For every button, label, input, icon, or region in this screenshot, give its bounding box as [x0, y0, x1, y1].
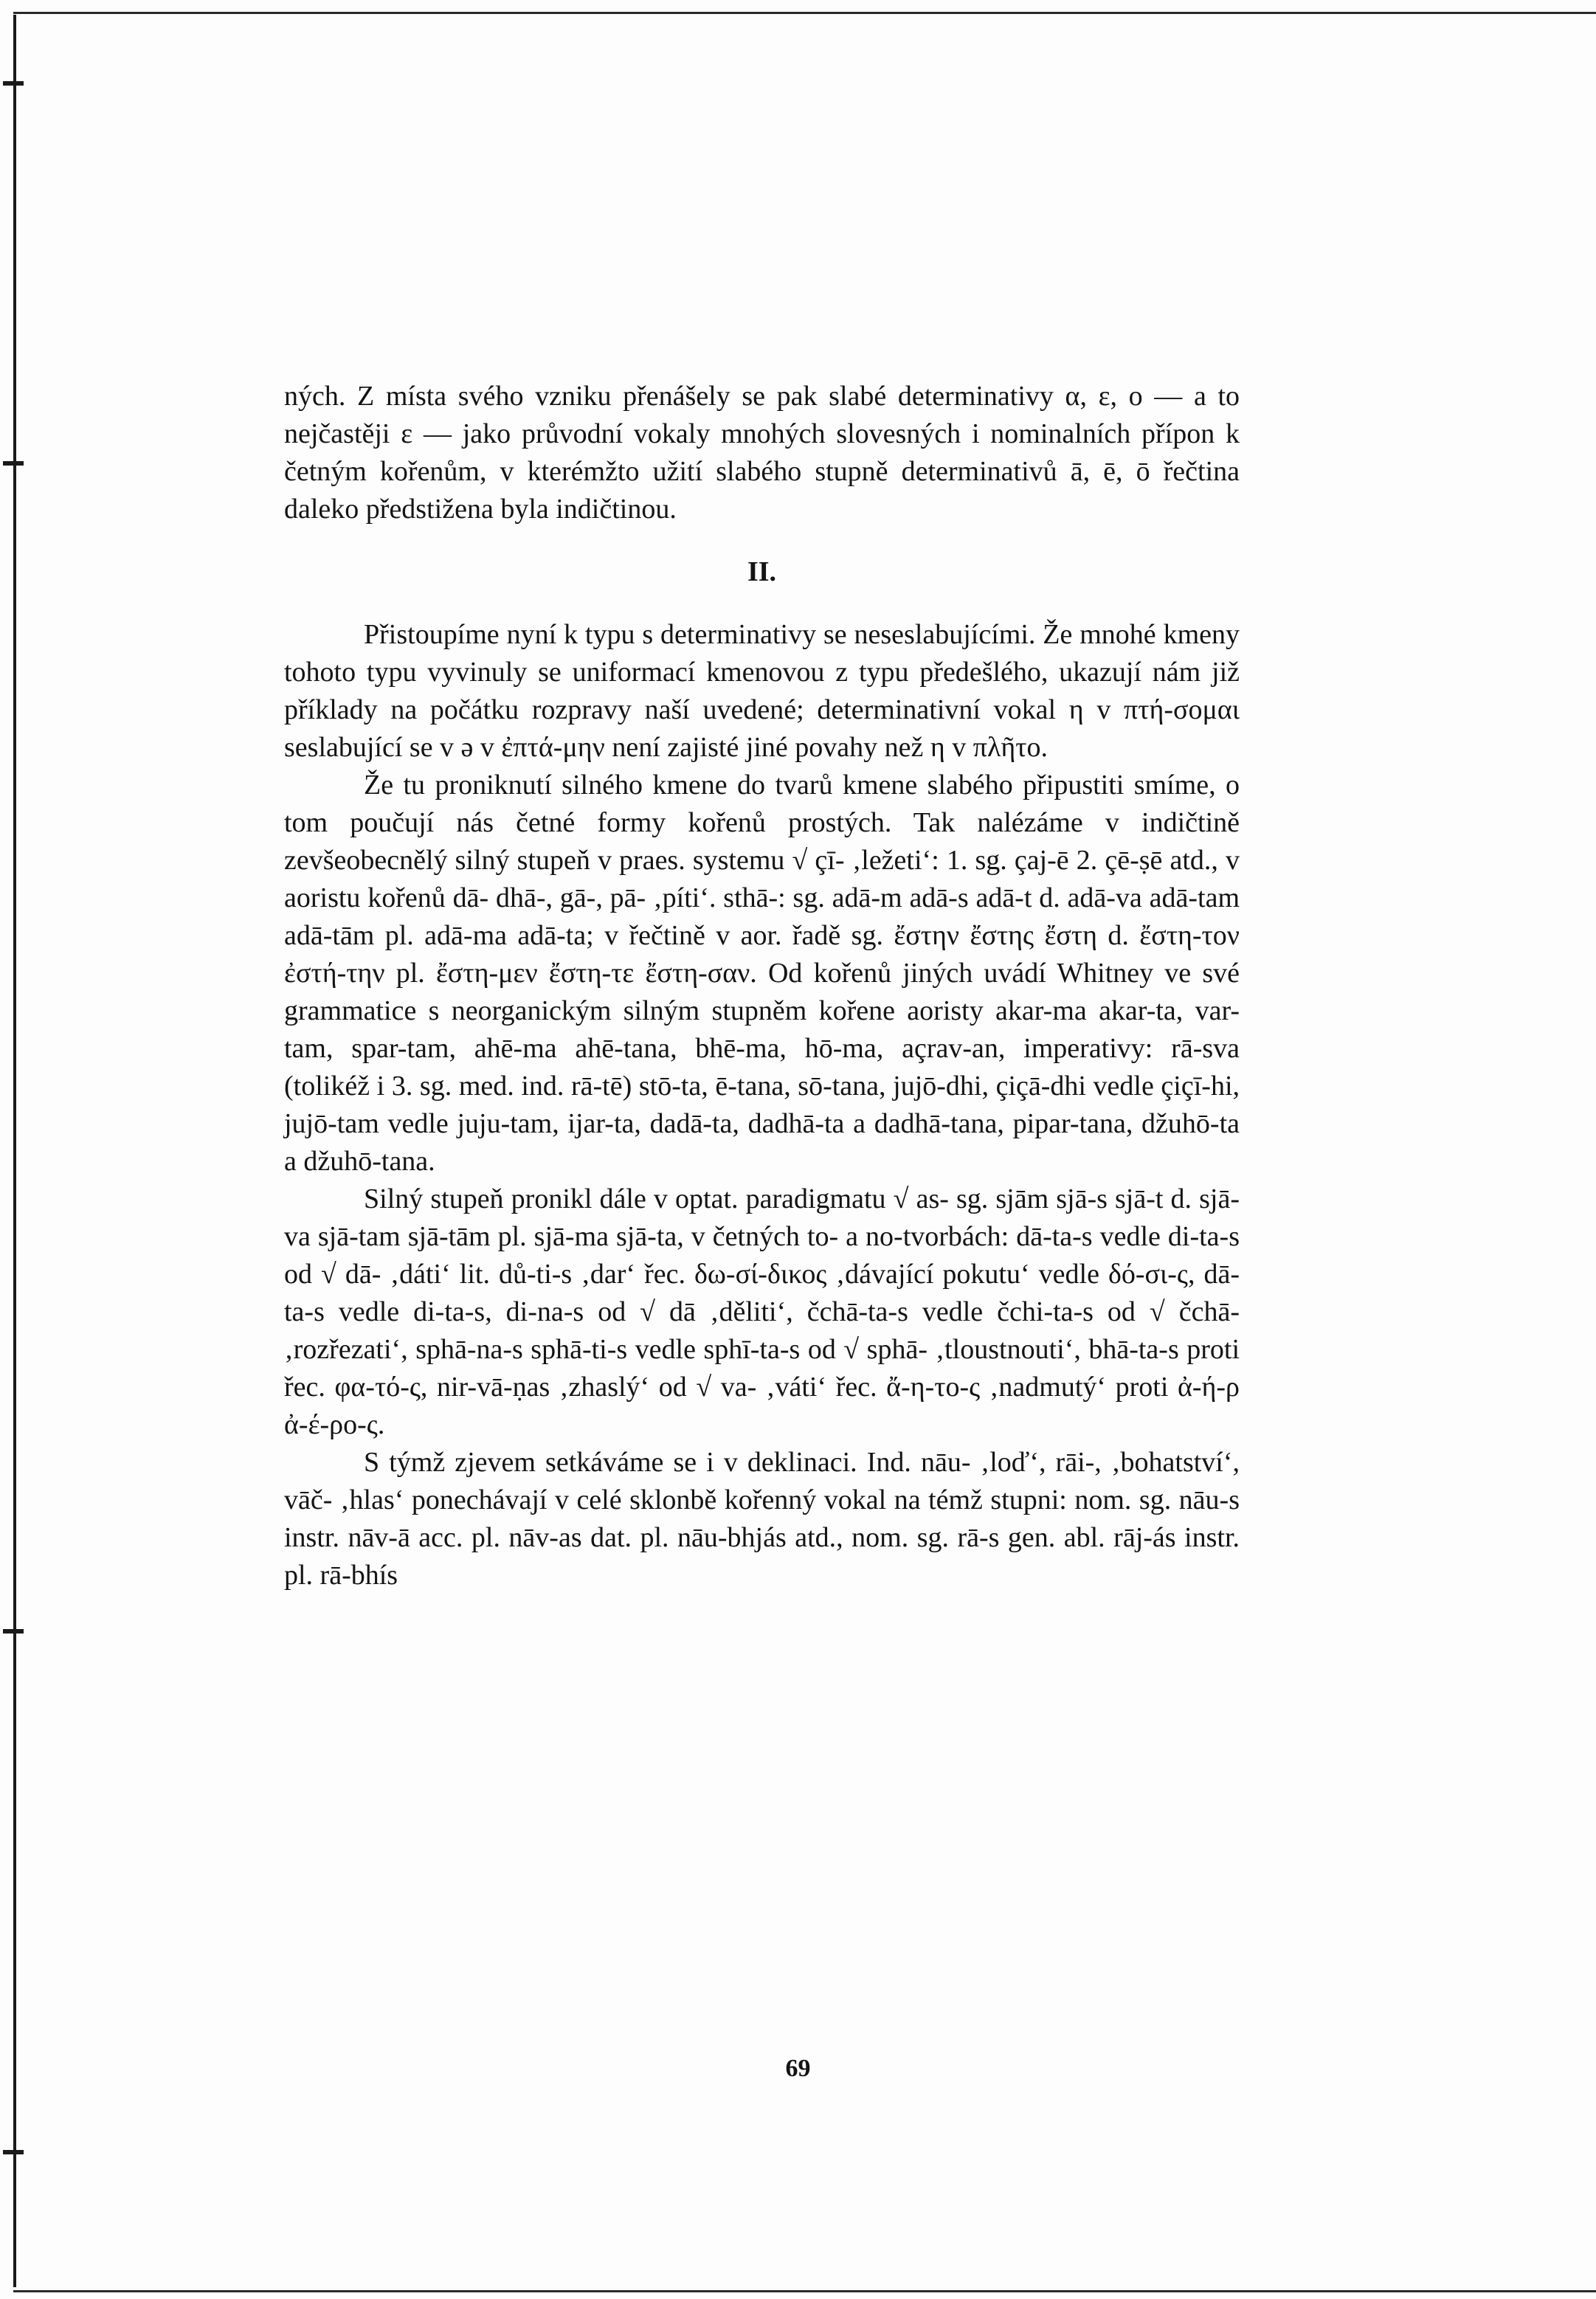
page-border-top — [13, 12, 1596, 14]
paragraph: Přistoupíme nyní k typu s determinativy se neseslabujícími. Že mnohé kmeny tohoto typu vyvinuly se uniformací kmenovou z typu předešlého, ukazují nám již příklady na počátku rozpravy naší uvedené; determinativní vokal η v πτή-σομαι seslabující se v ə v ἐπτά-μην není zajisté jiné povahy než η v πλῆτο. — [284, 619, 1240, 763]
binding-mark — [3, 81, 24, 86]
paragraph: ných. Z místa svého vzniku přenášely se pak slabé determinativy α, ε, ο — a to nejčastěji ε — jako průvodní vokaly mnohých slovesných i nominalních přípon k četným kořenům, v kterémžto užití slabého stupně determinativů ā, ē, ō řečtina daleko předstižena byla indičtinou. — [284, 381, 1240, 525]
page-border-left — [13, 15, 16, 2287]
body-text — [284, 378, 1240, 1594]
paragraph: S týmž zjevem setkáváme se i v deklinaci. Ind. nāu- ‚loď‘, rāi-, ‚bohatství‘, vāč- ‚hlas‘ ponechávají v celé sklonbě kořenný vokal na témž stupni: nom. sg. nāu-s instr. nāv-ā acc. pl. nāv-as dat. pl. nāu-bhjás atd., nom. sg. rā-s gen. abl. rāj-ás instr. pl. rā-bhís — [284, 1447, 1240, 1591]
binding-mark — [3, 2150, 24, 2154]
section-heading: II. — [747, 556, 777, 587]
binding-mark — [3, 461, 24, 466]
paragraph: Že tu proniknutí silného kmene do tvarů kmene slabého připustiti smíme, o tom poučují nás četné formy kořenů prostých. Tak nalézáme v indičtině zevšeobecnělý silný stupeň v praes. systemu √ çī- ‚ležeti‘: 1. sg. çaj-ē 2. çē-ṣē atd., v aoristu kořenů dā- dhā-, gā-, pā- ‚píti‘. sthā-: sg. adā-m adā-s adā-t d. adā-va adā-tam adā-tām pl. adā-ma adā-ta; v řečtině v aor. řadě sg. ἔστην ἔστης ἔστη d. ἔστη-τον ἐστή-την pl. ἔστη-μεν ἔστη-τε ἔστη-σαν. Od kořenů jiných uvádí Whitney ve své grammatice s neorganickým silným stupněm kořene aoristy akar-ma akar-ta, var-tam, spar-tam, ahē-ma ahē-tana, bhē-ma, hō-ma, açrav-an, imperativy: rā-sva (tolikéž i 3. sg. med. ind. rā-tē) stō-ta, ē-tana, sō-tana, jujō-dhi, çiçā-dhi vedle çiçī-hi, jujō-tam vedle juju-tam, ijar-ta, dadā-ta, dadhā-ta a dadhā-tana, pipar-tana, džuhō-ta a džuhō-tana. — [284, 770, 1240, 1177]
page-number: 69 — [785, 2055, 811, 2082]
binding-mark — [3, 1629, 24, 1634]
paragraph: Silný stupeň pronikl dále v optat. paradigmatu √ as- sg. sjām sjā-s sjā-t d. sjā-va sjā-tam sjā-tām pl. sjā-ma sjā-ta, v četných to- a no-tvorbách: dā-ta-s vedle di-ta-s od √ dā- ‚dáti‘ lit. dů-ti-s ‚dar‘ řec. δω-σί-δικος ‚dávající pokutu‘ vedle δό-σι-ς, dā-ta-s vedle di-ta-s, di-na-s od √ dā ‚děliti‘, čchā-ta-s vedle čchi-ta-s od √ čchā- ‚rozřezati‘, sphā-na-s sphā-ti-s vedle sphī-ta-s od √ sphā- ‚tloustnouti‘, bhā-ta-s proti řec. φα-τό-ς, nir-vā-ṇas ‚zhaslý‘ od √ va- ‚váti‘ řec. ἄ-η-το-ς ‚nadmutý‘ proti ἀ-ή-ρ ἀ-έ-ρο-ς. — [284, 1183, 1240, 1440]
page-border-bottom — [13, 2290, 1596, 2292]
